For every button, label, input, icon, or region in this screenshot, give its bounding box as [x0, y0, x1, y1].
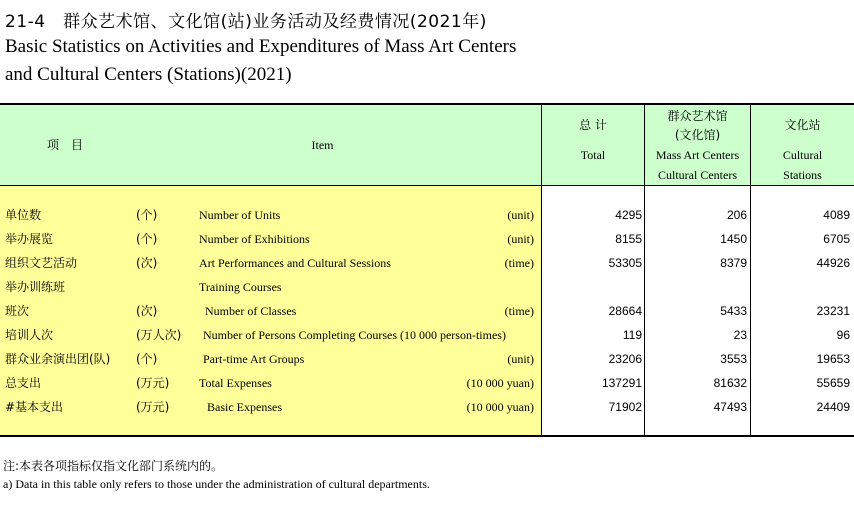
row-label-cn: 总支出: [5, 376, 42, 390]
value-cultural-stations: 24409: [816, 400, 850, 414]
header-mass-en-1: Mass Art Centers: [655, 148, 740, 162]
value-cultural-stations: 96: [836, 328, 850, 342]
table-row: [0, 299, 854, 323]
value-mass-art-centers: 47493: [713, 400, 747, 414]
header-total-cn: 总 计: [579, 118, 607, 132]
header-mass-en-2: Cultural Centers: [658, 168, 737, 182]
row-unit-en: (time): [504, 304, 534, 318]
header-item-cn: 项 目: [46, 138, 83, 152]
header-mass-cn-1: 群众艺术馆: [667, 109, 728, 123]
value-cultural-stations: 19653: [816, 352, 850, 366]
value-total: 137291: [601, 376, 642, 390]
row-label-en: Number of Units: [199, 208, 281, 222]
table-title-en-line1: Basic Statistics on Activities and Expenditures of Mass Art Centers: [5, 36, 517, 57]
row-unit-cn: (个): [136, 208, 158, 222]
row-label-en: Basic Expenses: [207, 400, 282, 414]
value-total: 4295: [615, 208, 642, 222]
value-mass-art-centers: 5433: [720, 304, 747, 318]
row-label-cn: 培训人次: [5, 328, 54, 342]
row-label-en: Part-time Art Groups: [203, 352, 305, 366]
value-mass-art-centers: 81632: [713, 376, 747, 390]
row-unit-cn: (万元): [136, 376, 170, 390]
table-top-rule: [0, 103, 854, 105]
value-cultural-stations: 55659: [816, 376, 850, 390]
row-label-cn: 组织文艺活动: [5, 256, 78, 270]
row-unit-cn: (个): [136, 352, 158, 366]
table-bottom-rule: [0, 435, 854, 437]
row-unit-cn: (个): [136, 232, 158, 246]
row-label-en: Number of Classes: [205, 304, 297, 318]
value-mass-art-centers: 3553: [720, 352, 747, 366]
table-title-en-line2: and Cultural Centers (Stations)(2021): [5, 64, 292, 85]
table-row: [0, 203, 854, 227]
row-unit-en: (10 000 yuan): [466, 376, 534, 390]
row-unit-en: (unit): [507, 232, 534, 246]
header-mass-cn-2: (文化馆): [674, 128, 721, 142]
table-row: [0, 227, 854, 251]
value-total: 71902: [608, 400, 642, 414]
row-label-cn: 举办训练班: [5, 280, 66, 294]
table-row: [0, 395, 854, 419]
row-unit-en: (unit): [507, 352, 534, 366]
table-row: [0, 275, 854, 299]
value-mass-art-centers: 206: [726, 208, 747, 222]
value-cultural-stations: 6705: [823, 232, 850, 246]
row-unit-cn: (次): [136, 304, 158, 318]
value-cultural-stations: 23231: [816, 304, 850, 318]
header-item-en: Item: [311, 138, 334, 152]
header-total-en: Total: [580, 148, 606, 162]
row-unit-en: (10 000 yuan): [466, 400, 534, 414]
value-total: 23206: [608, 352, 642, 366]
row-unit-cn: (次): [136, 256, 158, 270]
table-row: [0, 371, 854, 395]
table-title-cn: 21-4 群众艺术馆、文化馆(站)业务活动及经费情况(2021年): [5, 12, 487, 32]
value-cultural-stations: 44926: [816, 256, 850, 270]
row-label-cn: 举办展览: [5, 232, 54, 246]
value-total: 8155: [615, 232, 642, 246]
row-label-cn: #基本支出: [5, 400, 64, 414]
footnote-cn: 注:本表各项指标仅指文化部门系统内的。: [3, 459, 224, 473]
row-label-en: Number of Exhibitions: [199, 232, 310, 246]
header-station-cn: 文化站: [784, 118, 821, 132]
value-cultural-stations: 4089: [823, 208, 850, 222]
header-station-en-2: Stations: [783, 168, 822, 182]
row-unit-cn: (万人次): [136, 328, 182, 342]
row-label-cn: 单位数: [5, 208, 42, 222]
row-label-en: Total Expenses: [199, 376, 272, 390]
row-label-en: Number of Persons Completing Courses (10 000 person-times): [203, 328, 506, 342]
value-total: 28664: [608, 304, 642, 318]
row-label-cn: 班次: [5, 304, 30, 318]
value-mass-art-centers: 23: [733, 328, 747, 342]
header-bottom-rule: [0, 185, 854, 186]
row-label-en: Training Courses: [199, 280, 282, 294]
table-row: [0, 347, 854, 371]
value-total: 119: [622, 328, 642, 342]
row-unit-en: (unit): [507, 208, 534, 222]
table-row: [0, 323, 854, 347]
table-row: [0, 251, 854, 275]
value-mass-art-centers: 1450: [720, 232, 747, 246]
row-label-en: Art Performances and Cultural Sessions: [199, 256, 391, 270]
row-unit-cn: (万元): [136, 400, 170, 414]
header-station-en-1: Cultural: [782, 148, 823, 162]
value-mass-art-centers: 8379: [720, 256, 747, 270]
row-label-cn: 群众业余演出团(队): [5, 352, 111, 366]
value-total: 53305: [608, 256, 642, 270]
footnote-en: a) Data in this table only refers to those under the administration of cultural departments.: [3, 477, 430, 491]
row-unit-en: (time): [504, 256, 534, 270]
